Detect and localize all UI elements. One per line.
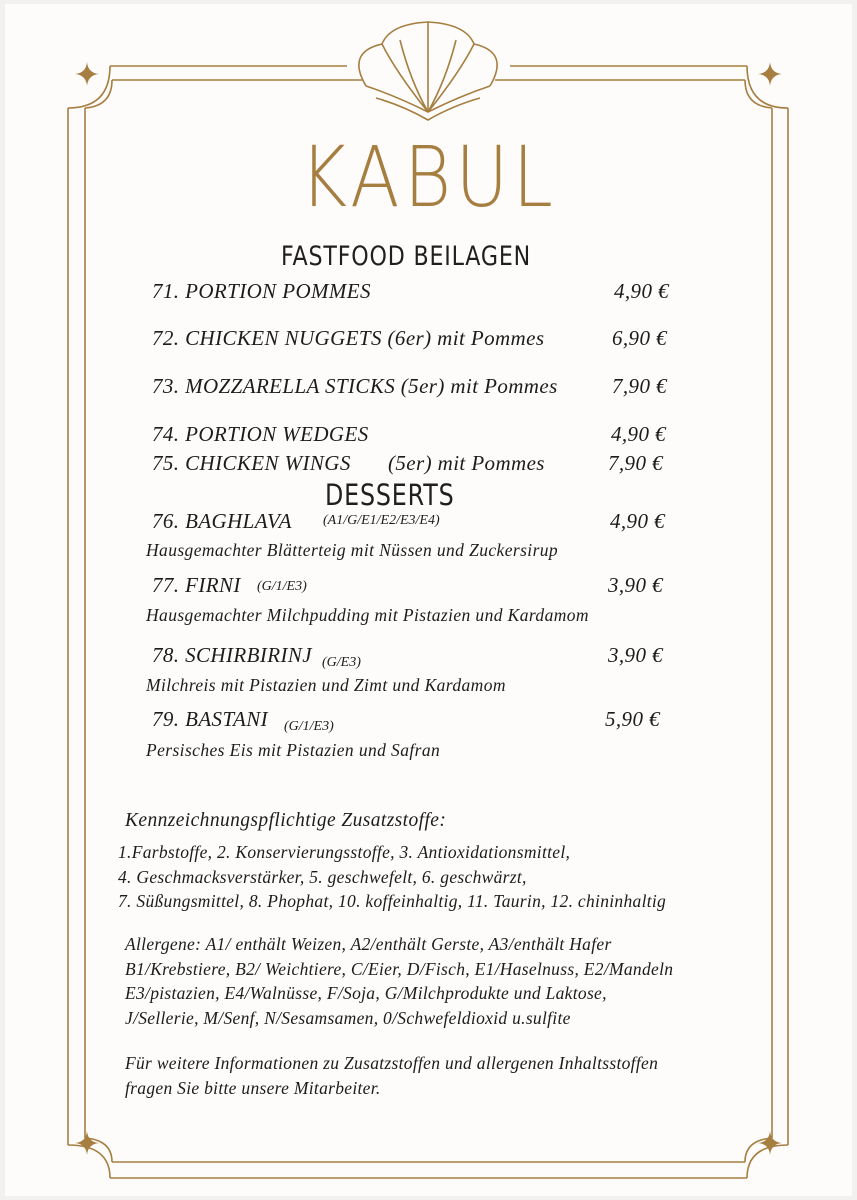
menu-item-name: 74. PORTION WEDGES [152, 422, 369, 446]
menu-item-name: 75. CHICKEN WINGS [152, 451, 351, 475]
allergens-line: B1/Krebstiere, B2/ Weichtiere, C/Eier, D/Fisch, E1/Haselnuss, E2/Mandeln [125, 958, 674, 979]
info-note [125, 1051, 658, 1100]
menu-item-name: 72. CHICKEN NUGGETS (6er) mit Pommes [152, 326, 545, 350]
allergens-line: Allergene: A1/ enthält Weizen, A2/enthält Gerste, A3/enthält Hafer [125, 934, 612, 954]
dessert-item-name: 76. BAGHLAVA [152, 509, 292, 533]
dessert-item-name: 79. BASTANI [152, 707, 269, 731]
dessert-item-desc: Hausgemachter Milchpudding mit Pistazien und Kardamom [146, 605, 589, 625]
additives-line: 1.Farbstoffe, 2. Konservierungsstoffe, 3. Antioxidationsmittel, [118, 842, 571, 862]
section-title-fastfood: FASTFOOD BEILAGEN [281, 241, 532, 272]
menu-item-price: 4,90 € [614, 279, 669, 303]
dessert-item-desc: Persisches Eis mit Pistazien und Safran [146, 740, 441, 760]
dessert-item-price: 5,90 € [605, 707, 660, 731]
menu-item-price: 7,90 € [612, 374, 667, 398]
additives-title: Kennzeichnungspflichtige Zusatzstoffe: [125, 810, 447, 831]
dessert-item-desc: Milchreis mit Pistazien und Zimt und Kardamom [146, 675, 506, 695]
menu-item-extra: (5er) mit Pommes [388, 451, 545, 475]
info-line: Für weitere Informationen zu Zusatzstoffen und allergenen Inhaltsstoffen [125, 1053, 659, 1073]
menu-item-name: 73. MOZZARELLA STICKS (5er) mit Pommes [152, 374, 558, 398]
section-title-desserts: DESSERTS [325, 478, 455, 512]
allergen-codes: (G/1/E3) [257, 579, 307, 594]
additives-line: 7. Süßungsmittel, 8. Phophat, 10. koffeinhaltig, 11. Taurin, 12. chininhaltig [118, 891, 667, 912]
allergen-codes: (A1/G/E1/E2/E3/E4) [323, 513, 440, 528]
dessert-item-price: 4,90 € [610, 509, 665, 533]
dessert-item-price: 3,90 € [608, 573, 663, 597]
dessert-item-desc: Hausgemachter Blätterteig mit Nüssen und Zuckersirup [146, 540, 559, 560]
dessert-item-price: 3,90 € [608, 643, 663, 667]
allergens-list [125, 932, 673, 1031]
info-line: fragen Sie bitte unsere Mitarbeiter. [125, 1077, 381, 1098]
additives-list [118, 840, 666, 914]
allergens-line: J/Sellerie, M/Senf, N/Sesamsamen, 0/Schwefeldioxid u.sulfite [125, 1008, 571, 1029]
fan-ornament [359, 22, 497, 120]
dessert-item-name: 77. FIRNI [152, 573, 241, 597]
allergen-codes: (G/1/E3) [284, 719, 334, 734]
brand-logo: KABUL [299, 128, 558, 226]
additives-line: 4. Geschmacksverstärker, 5. geschwefelt, 6. geschwärzt, [118, 866, 527, 887]
allergen-codes: (G/E3) [322, 655, 361, 670]
menu-item-name: 71. PORTION POMMES [152, 279, 371, 303]
menu-item-price: 7,90 € [608, 451, 663, 475]
allergens-line: E3/pistazien, E4/Walnüsse, F/Soja, G/Milchprodukte und Laktose, [125, 983, 607, 1004]
menu-item-price: 4,90 € [611, 422, 666, 446]
dessert-item-name: 78. SCHIRBIRINJ [152, 643, 312, 667]
menu-item-price: 6,90 € [612, 326, 667, 350]
